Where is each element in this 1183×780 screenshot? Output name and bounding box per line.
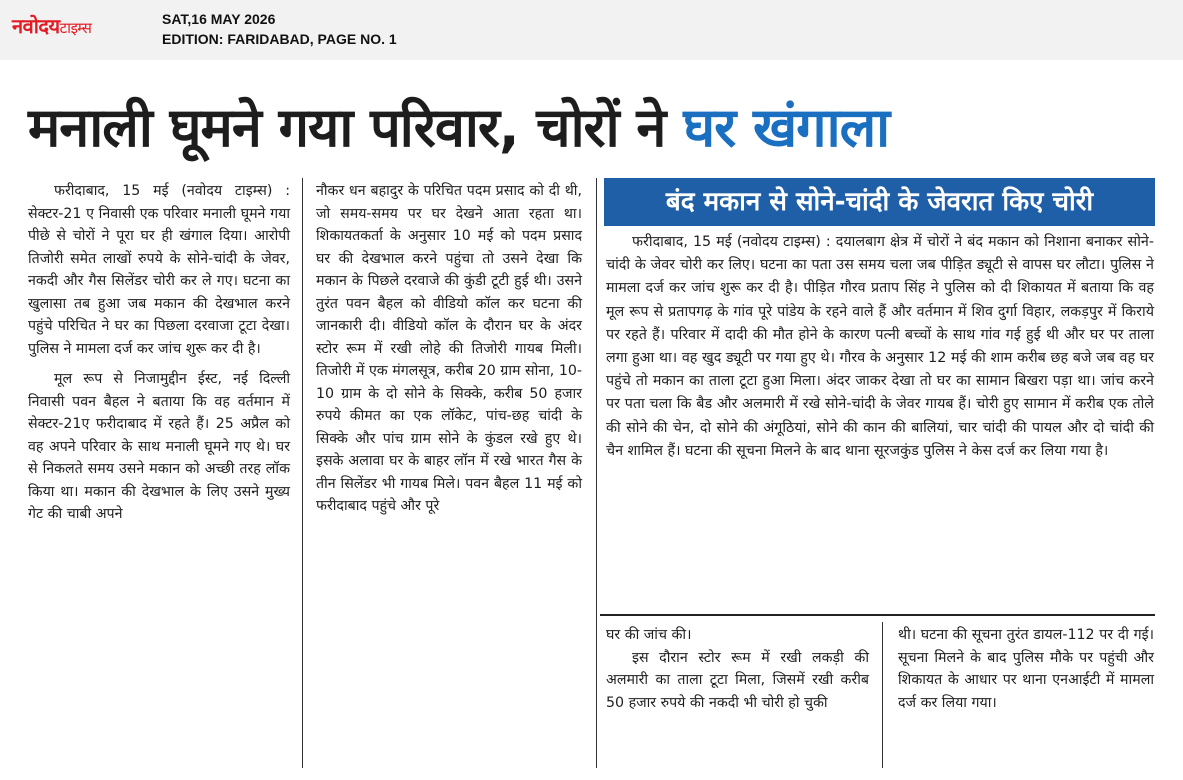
edition-meta: [162, 9, 397, 49]
paragraph: थी। घटना की सूचना तुरंत डायल-112 पर दी गई। सूचना मिलने के बाद पुलिस मौके पर पहुंची और शिकायत के आधार पर थाना एनआईटी में मामला दर्ज कर लिया गया।: [898, 627, 1154, 711]
newspaper-logo[interactable]: [12, 12, 91, 39]
section-divider: [600, 614, 1155, 616]
article-column-4: [898, 624, 1154, 714]
article-column-3: [606, 624, 869, 714]
paragraph: फरीदाबाद, 15 मई (नवोदय टाइम्स) : सेक्टर-21 ए निवासी एक परिवार मनाली घूमने गया पीछे से चोरों ने पूरा घर ही खंगाल दिया। आरोपी तिजोरी समेत लाखों रुपये के सोने-चांदी के जेवर, नकदी और गैस सिलेंडर चोरी कर ले गए। घटना का खुलासा तब हुआ जब मकान की देखभाल करने पहुंचे परिचित ने घर का पिछला दरवाजा टूटा देखा। पुलिस ने मामला दर्ज कर जांच शुरू कर दी है।: [28, 183, 290, 357]
paragraph: घर की जांच की।: [606, 627, 692, 643]
top-bar: [0, 0, 1183, 60]
main-headline: [28, 84, 1168, 172]
logo-secondary-text: टाइम्स: [59, 19, 92, 37]
headline-part-2: घर खंगाला: [683, 96, 890, 159]
column-divider: [302, 178, 303, 768]
article-column-2: [316, 180, 582, 518]
story2-subheadline: बंद मकान से सोने-चांदी के जेवरात किए चोरी: [604, 178, 1155, 226]
column-divider: [882, 622, 883, 768]
article-column-1: [28, 180, 290, 526]
paragraph: इस दौरान स्टोर रूम में रखी लकड़ी की अलमारी का ताला टूटा मिला, जिसमें रखी करीब 50 हजार रुपये की नकदी भी चोरी हो चुकी: [606, 649, 869, 711]
logo-primary-text: नवोदय: [12, 14, 60, 38]
headline-part-1: मनाली घूमने गया परिवार, चोरों ने: [28, 96, 684, 159]
publish-date: SAT,16 MAY 2026: [162, 11, 276, 27]
paragraph: फरीदाबाद, 15 मई (नवोदय टाइम्स) : दयालबाग क्षेत्र में चोरों ने बंद मकान को निशाना बनाकर सोने-चांदी के जेवर चोरी कर लिए। घटना का पता उस समय चला जब पीड़ित ड्यूटी से वापस घर लौटा। पुलिस ने मामला दर्ज कर जांच शुरू कर दी है। पीड़ित गौरव प्रताप सिंह ने पुलिस को दी शिकायत में बताया कि वह मूल रूप से प्रतापगढ़ के गांव पूरे पांडेय के रहने वाले हैं और वर्तमान में शिव दुर्गा विहार, लकड़पुर में किराये पर रहते हैं। परिवार में दादी की मौत होने के कारण पत्नी बच्चों के साथ गांव गई हुई थी और घर पर ताला लगा हुआ था। वह खुद ड्यूटी पर गया हुए थे। गौरव के अनुसार 12 मई की शाम करीब छह बजे जब वह घर पहुंचे तो मकान का ताला टूटा हुआ मिला। अंदर जाकर देखा तो घर का सामान बिखरा पड़ा था। जांच करने पर पता चला कि बैड और अलमारी में रखे सोने-चांदी के जेवर गायब हैं। चोरी हुए सामान में करीब एक तोले की सोने की चेन, दो सोने की अंगूठियां, सोने की कान की बालियां, चार चांदी की पायल और दो चांदी की चैन शामिल हैं। घटना की सूचना मिलने के बाद थाना सूरजकुंड पुलिस ने केस दर्ज कर लिया गया है।: [606, 234, 1154, 459]
paragraph: नौकर धन बहादुर के परिचित पदम प्रसाद को दी थी, जो समय-समय पर घर देखने आता रहता था। शिकायतकर्ता के अनुसार 10 मई को पदम प्रसाद घर की देखभाल करने पहुंचा तो उसने देखा कि मकान के पिछले दरवाजे की कुंडी टूटी हुई थी। उसने तुरंत पवन बैहल को वीडियो कॉल कर घटना की जानकारी दी। वीडियो कॉल के दौरान घर के अंदर स्टोर रूम में रखी लोहे की तिजोरी गायब मिली। तिजोरी में एक मंगलसूत्र, करीब 20 ग्राम सोना, 10-10 ग्राम के दो सोने के सिक्के, करीब 50 हजार रुपये कीमत का एक लॉकेट, पांच-छह चांदी के सिक्के और पांच ग्राम सोने के कुंडल रखे हुए थे। इसके अलावा घर के बाहर लॉन में रखे भारत गैस के तीन सिलेंडर भी गायब मिले। पवन बैहल 11 मई को फरीदाबाद पहुंचे और पूरे: [316, 183, 582, 514]
paragraph: मूल रूप से निजामुद्दीन ईस्ट, नई दिल्ली निवासी पवन बैहल ने बताया कि वह वर्तमान में सेक्टर-21ए फरीदाबाद में रहते हैं। 25 अप्रैल को वह अपने परिवार के साथ मनाली घूमने गए थे। घर से निकलते समय उसने मकान को अच्छी तरह लॉक किया था। मकान की देखभाल के लिए उसने मुख्य गेट की चाबी अपने: [28, 371, 290, 522]
edition-info: EDITION: FARIDABAD, PAGE NO. 1: [162, 31, 397, 47]
column-divider: [596, 178, 597, 768]
story2-body: [606, 231, 1154, 463]
